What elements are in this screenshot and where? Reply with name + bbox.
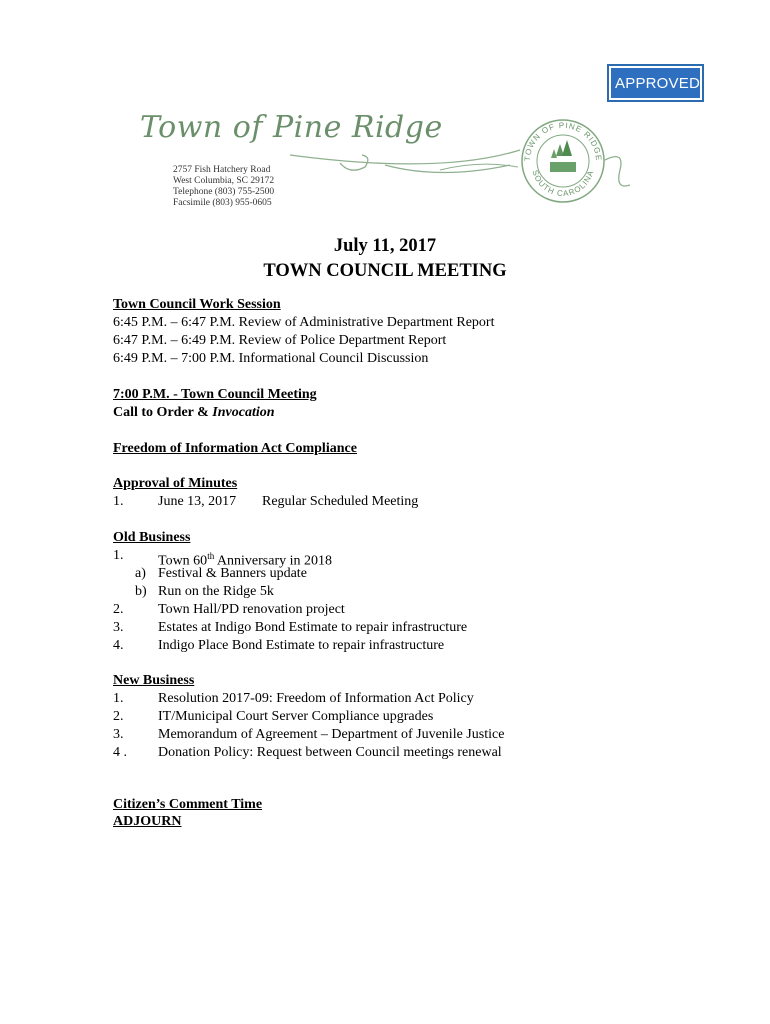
town-logo-text: Town of Pine Ridge	[140, 110, 443, 145]
old-business-heading: Old Business	[113, 530, 191, 545]
address-line: Telephone (803) 755-2500	[173, 187, 275, 197]
meeting-title: TOWN COUNCIL MEETING	[263, 261, 507, 281]
work-session-heading: Town Council Work Session	[113, 297, 281, 312]
item-number: 1.	[113, 494, 124, 509]
adjourn-heading: ADJOURN	[113, 814, 182, 829]
anniversary-text: Town 60	[158, 553, 208, 569]
town-seal	[520, 118, 606, 204]
approved-stamp	[607, 64, 704, 102]
new-business-item: Memorandum of Agreement – Department of Juvenile Justice	[158, 727, 505, 742]
work-session-item: 6:49 P.M. – 7:00 P.M. Informational Council Discussion	[113, 351, 429, 366]
item-number: 2.	[113, 709, 124, 724]
sub-item-letter: b)	[135, 584, 147, 599]
item-number: 2.	[113, 602, 124, 617]
work-session-item: 6:47 P.M. – 6:49 P.M. Review of Police Department Report	[113, 333, 447, 348]
minutes-date: June 13, 2017	[158, 494, 237, 509]
citizens-comment-heading: Citizen’s Comment Time	[113, 797, 263, 812]
minutes-heading: Approval of Minutes	[113, 476, 238, 491]
new-business-heading: New Business	[113, 673, 195, 688]
old-business-item: Indigo Place Bond Estimate to repair infrastructure	[158, 638, 445, 653]
new-business-item: IT/Municipal Court Server Compliance upgrades	[158, 709, 434, 724]
ordinal-suffix: th	[207, 551, 215, 561]
anniversary-text-rest: Anniversary in 2018	[214, 553, 333, 569]
invocation-text: Invocation	[212, 405, 275, 420]
meeting-date: July 11, 2017	[333, 236, 437, 256]
old-business-subitem: Festival & Banners update	[158, 566, 307, 581]
old-business-subitem: Run on the Ridge 5k	[158, 584, 274, 599]
address-block	[173, 165, 274, 209]
work-session-item: 6:45 P.M. – 6:47 P.M. Review of Administrative Department Report	[113, 315, 495, 330]
council-meeting-heading: 7:00 P.M. - Town Council Meeting	[113, 387, 317, 402]
old-business-item: Town Hall/PD renovation project	[158, 602, 345, 617]
new-business-item: Donation Policy: Request between Council meetings renewal	[158, 745, 502, 760]
call-to-order	[113, 404, 275, 422]
address-line: Facsimile (803) 955-0605	[173, 198, 272, 208]
address-line: West Columbia, SC 29172	[173, 176, 275, 186]
item-number: 3.	[113, 727, 124, 742]
minutes-description: Regular Scheduled Meeting	[262, 494, 419, 509]
old-business-item: Estates at Indigo Bond Estimate to repair infrastructure	[158, 620, 468, 635]
seal-bottom-text: SOUTH CAROLINA	[530, 168, 596, 199]
item-number: 1.	[113, 691, 124, 706]
svg-text:SOUTH CAROLINA	[531, 169, 596, 198]
call-to-order-text: Call to Order &	[113, 405, 213, 420]
item-number: 4 .	[113, 745, 127, 760]
new-business-item: Resolution 2017-09: Freedom of Information Act Policy	[158, 691, 474, 706]
item-number: 4.	[113, 638, 124, 653]
seal-top-text: TOWN OF PINE RIDGE	[522, 120, 604, 162]
stamp-label: APPROVED	[615, 74, 700, 92]
sub-item-letter: a)	[135, 566, 146, 581]
foia-heading: Freedom of Information Act Compliance	[113, 441, 357, 456]
item-number: 1.	[113, 548, 124, 563]
address-line: 2757 Fish Hatchery Road	[173, 165, 271, 175]
item-number: 3.	[113, 620, 124, 635]
